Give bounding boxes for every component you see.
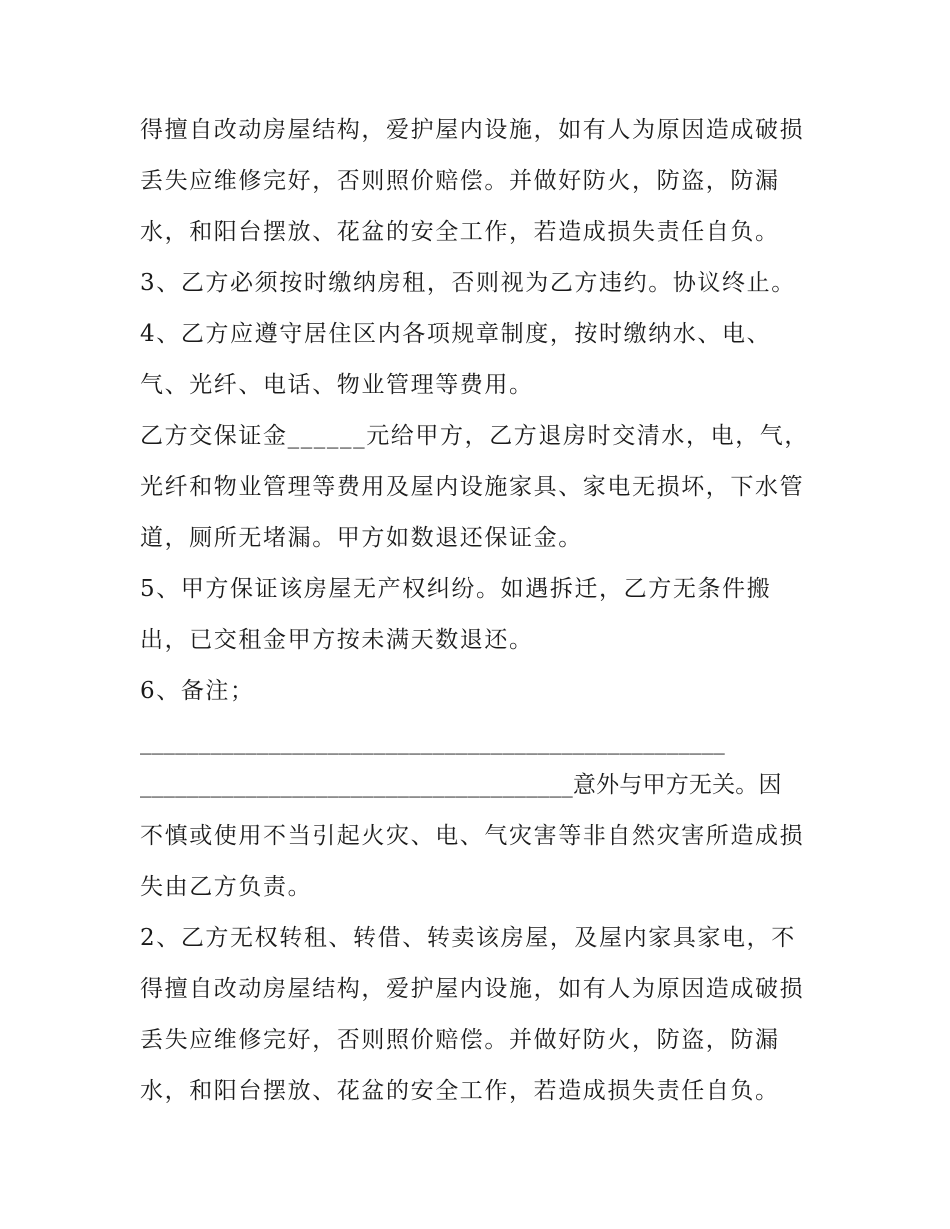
text-line: 不慎或使用不当引起火灾、电、气灾害等非自然灾害所造成损 (140, 823, 805, 849)
blank-fill-line: __________________________________________________ (140, 729, 725, 755)
text-line: 气、光纤、电话、物业管理等费用。 (140, 372, 534, 398)
text-line: 丢失应维修完好，否则照价赔偿。并做好防火，防盗，防漏 (140, 1027, 780, 1053)
text-line: 4、乙方应遵守居住区内各项规章制度，按时缴纳水、电、 (140, 321, 772, 347)
text-line: 乙方交保证金______元给甲方，乙方退房时交清水，电，气， (140, 423, 809, 449)
text-line: 6、备注； (140, 678, 255, 704)
text-line: 得擅自改动房屋结构，爱护屋内设施，如有人为原因造成破损 (140, 117, 805, 143)
text-line: _____________________________________意外与甲方无关。因 (140, 772, 782, 798)
text-line: 2、乙方无权转租、转借、转卖该房屋，及屋内家具家电，不 (140, 925, 796, 951)
text-line: 水，和阳台摆放、花盆的安全工作，若造成损失责任自负。 (140, 219, 780, 245)
text-line: 5、甲方保证该房屋无产权纠纷。如遇拆迁，乙方无条件搬 (140, 576, 772, 602)
text-line: 出，已交租金甲方按未满天数退还。 (140, 627, 534, 653)
text-line: 道，厕所无堵漏。甲方如数退还保证金。 (140, 525, 583, 551)
text-line: 光纤和物业管理等费用及屋内设施家具、家电无损坏，下水管 (140, 474, 805, 500)
text-line: 3、乙方必须按时缴纳房租，否则视为乙方违约。协议终止。 (140, 270, 796, 296)
text-line: 丢失应维修完好，否则照价赔偿。并做好防火，防盗，防漏 (140, 168, 780, 194)
text-line: 得擅自改动房屋结构，爱护屋内设施，如有人为原因造成破损 (140, 976, 805, 1002)
text-line: 水，和阳台摆放、花盆的安全工作，若造成损失责任自负。 (140, 1078, 780, 1104)
text-line: 失由乙方负责。 (140, 874, 313, 900)
